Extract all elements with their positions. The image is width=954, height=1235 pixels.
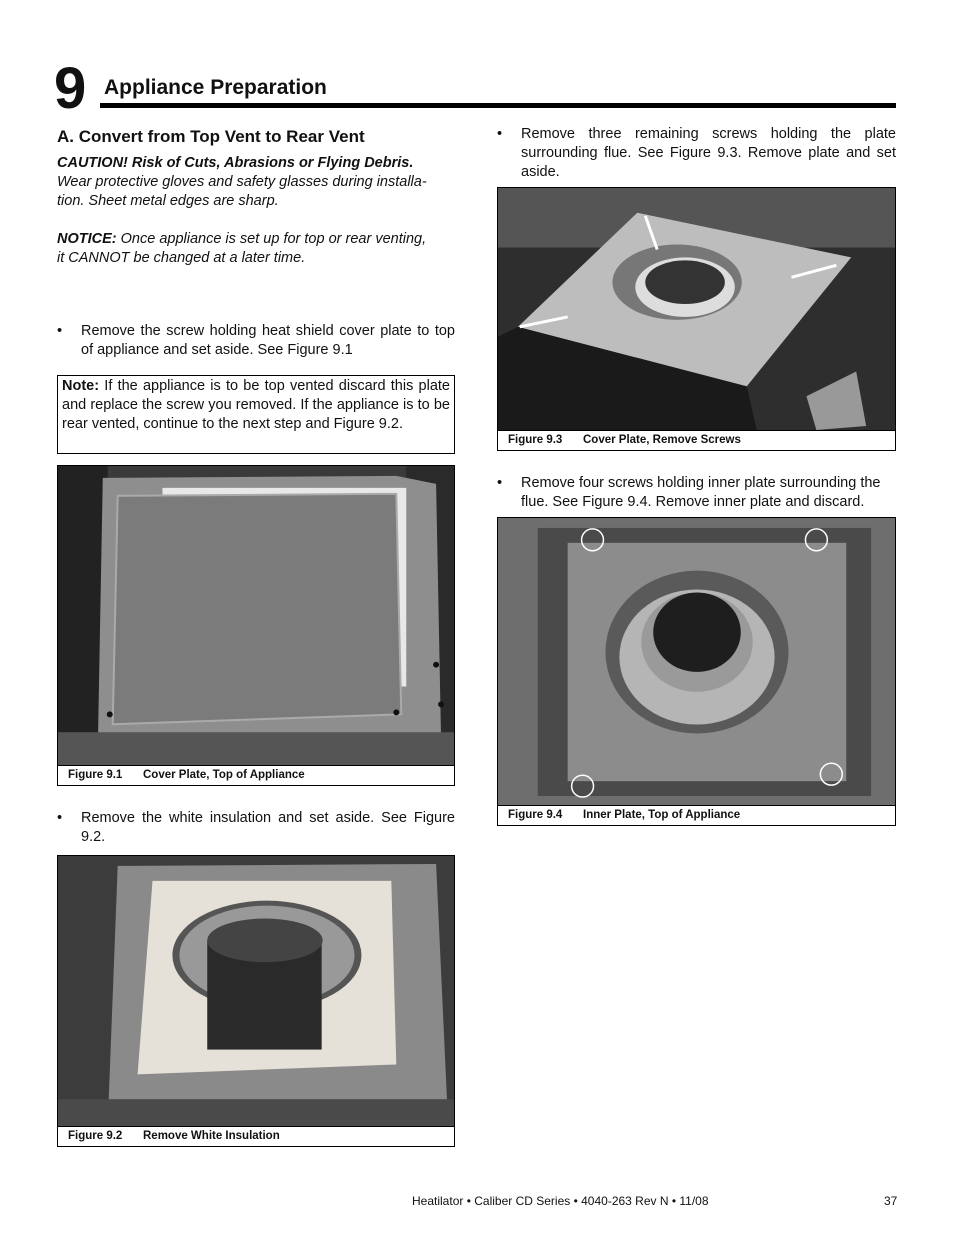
caution-label: CAUTION! Risk of Cuts, Abrasions or Flying Debris. [57,155,414,171]
figure-9-2-caption [58,1126,454,1146]
caution-text-2: tion. Sheet metal edges are sharp. [57,193,279,209]
step-3: • Remove three remaining screws holding the plate surrounding flue. See Figure 9.3. Remove plate and set aside. [497,125,896,182]
notice-block [57,230,457,268]
remove-screws-photo [498,188,895,430]
inner-plate-photo [498,518,895,805]
footer-doc: Heatilator • Caliber CD Series • 4040-263 Rev N • 11/08 [412,1194,709,1208]
caution-block [57,154,457,211]
note-box [57,375,455,454]
figure-9-1 [57,465,455,786]
note-label: Note: [62,378,100,394]
chapter-number: 9 [54,56,87,121]
white-insulation-photo [58,856,454,1126]
figure-9-3-number: Figure 9.3 [508,434,563,446]
notice-label: NOTICE: [57,231,117,247]
cover-plate-photo [58,466,454,765]
figure-9-3-title: Cover Plate, Remove Screws [583,434,741,446]
step-1: • Remove the screw holding heat shield cover plate to top of appliance and set aside. See Figure 9.1 [57,322,455,360]
figure-9-4-caption [498,805,895,825]
chapter-title: Appliance Preparation [104,76,327,99]
figure-9-3-caption [498,430,895,450]
figure-9-4-title: Inner Plate, Top of Appliance [583,809,741,821]
figure-9-2-title: Remove White Insulation [143,1130,280,1142]
step-4: • Remove four screws holding inner plate surrounding the flue. See Figure 9.4. Remove inner plate and discard. [497,474,896,512]
figure-9-1-number: Figure 9.1 [68,769,123,781]
caution-text-1: Wear protective gloves and safety glasses during installa- [57,174,427,190]
page-number: 37 [884,1194,898,1208]
step-2: • Remove the white insulation and set aside. See Figure 9.2. [57,809,455,847]
section-heading: A. Convert from Top Vent to Rear Vent [57,127,365,146]
notice-text-2: it CANNOT be changed at a later time. [57,250,306,266]
figure-9-1-caption [58,765,454,785]
figure-9-3 [497,187,896,451]
figure-9-2-number: Figure 9.2 [68,1130,123,1142]
notice-text-1: Once appliance is set up for top or rear venting, [116,231,427,247]
note-text: If the appliance is to be top vented discard this plate and replace the screw you removed. If the appliance is to be rear vented, continue to the next step and Figure 9.2. [62,378,450,432]
figure-9-2 [57,855,455,1147]
figure-9-4 [497,517,896,826]
figure-9-1-title: Cover Plate, Top of Appliance [143,769,305,781]
chapter-rule [100,103,896,108]
figure-9-4-number: Figure 9.4 [508,809,563,821]
